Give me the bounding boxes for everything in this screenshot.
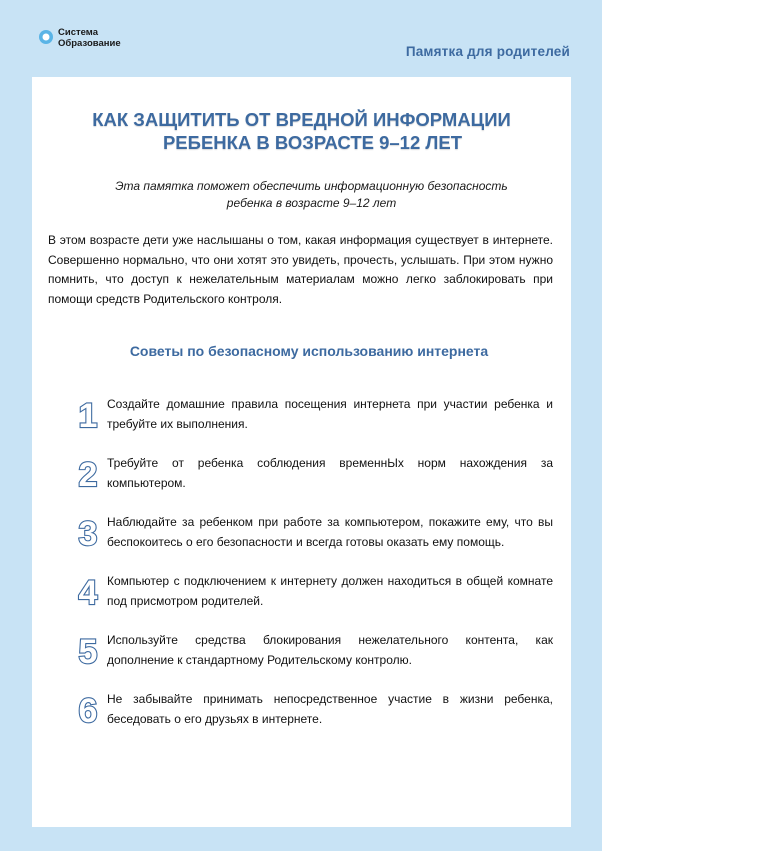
subtitle xyxy=(32,178,571,212)
tip-number-badge xyxy=(73,690,103,730)
logo-line-2: Образование xyxy=(58,38,121,49)
tip-text: Используйте средства блокирования нежелательного контента, как дополнение к стандартному Родительскому контролю. xyxy=(107,633,553,667)
tip-number-badge xyxy=(73,572,103,612)
logo xyxy=(31,22,121,54)
tip-number-badge xyxy=(73,395,103,435)
tip-item xyxy=(73,690,553,734)
tip-item xyxy=(73,513,553,557)
tip-number: 5 xyxy=(78,633,98,671)
tip-number: 1 xyxy=(78,397,98,435)
content-sheet xyxy=(32,77,571,827)
tip-number: 6 xyxy=(78,692,98,730)
tip-number: 2 xyxy=(78,456,98,494)
tip-number: 4 xyxy=(78,574,98,612)
intro-paragraph: В этом возрасте дети уже наслышаны о том, какая информация существует в интернете. Совершенно нормально, что они хотят это увидеть, прочесть, услышать. При этом нужно помнить, что доступ к нежелательным материалам можно легко заблокировать при помощи средств Родительского контроля. xyxy=(48,233,553,307)
subtitle-line-1: Эта памятка поможет обеспечить информационную безопасность xyxy=(115,179,508,193)
tip-text: Наблюдайте за ребенком при работе за компьютером, покажите ему, что вы беспокоитесь о его безопасности и всегда готовы оказать ему помощь. xyxy=(107,515,553,549)
tip-text: Создайте домашние правила посещения интернета при участии ребенка и требуйте их выполнения. xyxy=(107,397,553,431)
tip-number-badge xyxy=(73,513,103,553)
tip-text: Компьютер с подключением к интернету должен находиться в общей комнате под присмотром родителей. xyxy=(107,574,553,608)
tip-item xyxy=(73,454,553,498)
tip-item xyxy=(73,572,553,616)
section-title: Советы по безопасному использованию интернета xyxy=(129,343,489,359)
logo-line-1: Система xyxy=(58,27,98,38)
tip-text: Не забывайте принимать непосредственное участие в жизни ребенка, беседовать о его друзьях в интернете. xyxy=(107,692,553,726)
header-label: Памятка для родителей xyxy=(405,44,570,59)
page-title xyxy=(32,108,571,154)
subtitle-line-2: ребенка в возрасте 9–12 лет xyxy=(226,196,397,210)
title-line-1: КАК ЗАЩИТИТЬ ОТ ВРЕДНОЙ ИНФОРМАЦИИ xyxy=(92,109,511,130)
tip-number-badge xyxy=(73,631,103,671)
tip-text: Требуйте от ребенка соблюдения временнЫх норм нахождения за компьютером. xyxy=(107,456,553,490)
tip-item xyxy=(73,395,553,439)
title-line-2: РЕБЕНКА В ВОЗРАСТЕ 9–12 ЛЕТ xyxy=(162,132,463,153)
logo-icon xyxy=(31,22,55,54)
tip-item xyxy=(73,631,553,675)
tip-number: 3 xyxy=(78,515,98,553)
tip-number-badge xyxy=(73,454,103,494)
